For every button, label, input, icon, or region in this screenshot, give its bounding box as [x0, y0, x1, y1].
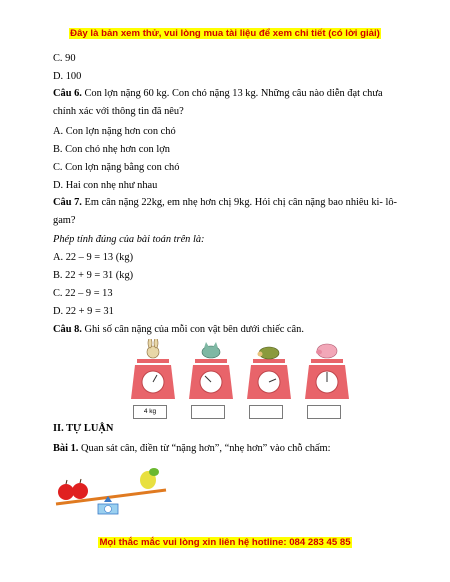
answer-box-rabbit[interactable]: 4 kg — [133, 405, 167, 419]
q6-label: Câu 6. — [53, 88, 82, 99]
q6-option-a: A. Con lợn nặng hơn con chó — [53, 126, 176, 137]
q7-question — [53, 194, 398, 230]
rabbit-scale-icon — [127, 339, 179, 403]
answer-box-hedgehog[interactable] — [249, 405, 283, 419]
q8-label: Câu 8. — [53, 324, 82, 335]
q7-option-b: B. 22 + 9 = 31 (kg) — [53, 270, 134, 281]
q6-option-b: B. Con chó nhẹ hơn con lợn — [53, 144, 170, 155]
hedgehog-scale-icon — [243, 339, 295, 403]
animal-scales — [127, 339, 357, 424]
q6-option-d: D. Hai con nhẹ như nhau — [53, 180, 158, 191]
q7-option-c: C. 22 – 9 = 13 — [53, 288, 113, 299]
answer-box-cat[interactable] — [191, 405, 225, 419]
hotline-banner — [0, 537, 450, 548]
preview-banner-text: Đây là bản xem thử, vui lòng mua tài liệu để xem chi tiết (có lời giải) — [70, 28, 380, 39]
q7-prompt: Phép tính đúng của bài toán trên là: — [53, 234, 205, 245]
q7-option-a: A. 22 – 9 = 13 (kg) — [53, 252, 134, 263]
cat-scale-icon — [185, 339, 237, 403]
q5-option-c: C. 90 — [53, 53, 76, 64]
apple-pear-balance-illustration — [54, 462, 174, 522]
bai1-label: Bài 1. — [53, 443, 79, 454]
answer-box-pig[interactable] — [307, 405, 341, 419]
q7-label: Câu 7. — [53, 197, 82, 208]
q8-question — [53, 323, 304, 336]
hotline-banner-text: Mọi thắc mắc vui lòng xin liên hệ hotline: 084 283 45 85 — [99, 537, 351, 548]
q6-option-c: C. Con lợn nặng bằng con chó — [53, 162, 180, 173]
q8-text: Ghi số cân nặng của mỗi con vật bên dưới chiếc cân. — [84, 324, 304, 335]
scale-cat — [185, 339, 237, 424]
q5-option-d: D. 100 — [53, 71, 82, 82]
bai1-text: Quan sát cân, điền từ “nặng hơn”, “nhẹ hơn” vào chỗ chấm: — [81, 443, 331, 454]
scale-hedgehog — [243, 339, 295, 424]
section2-title: II. TỰ LUẬN — [53, 423, 114, 434]
scale-pig — [301, 339, 353, 424]
scale-rabbit — [127, 339, 179, 424]
bai1-question — [53, 442, 330, 455]
preview-banner — [0, 28, 450, 39]
q7-option-d: D. 22 + 9 = 31 — [53, 306, 114, 317]
q6-text: Con lợn nặng 60 kg. Con chó nặng 13 kg. Những câu nào diễn đạt chưa chính xác với thông tin đã nêu? — [53, 88, 383, 117]
pig-scale-icon — [301, 339, 353, 403]
q6-question — [53, 85, 398, 121]
q7-text: Em cân nặng 22kg, em nhẹ hơn chị 9kg. Hỏi chị cân nặng bao nhiêu ki- lô-gam? — [53, 197, 397, 226]
